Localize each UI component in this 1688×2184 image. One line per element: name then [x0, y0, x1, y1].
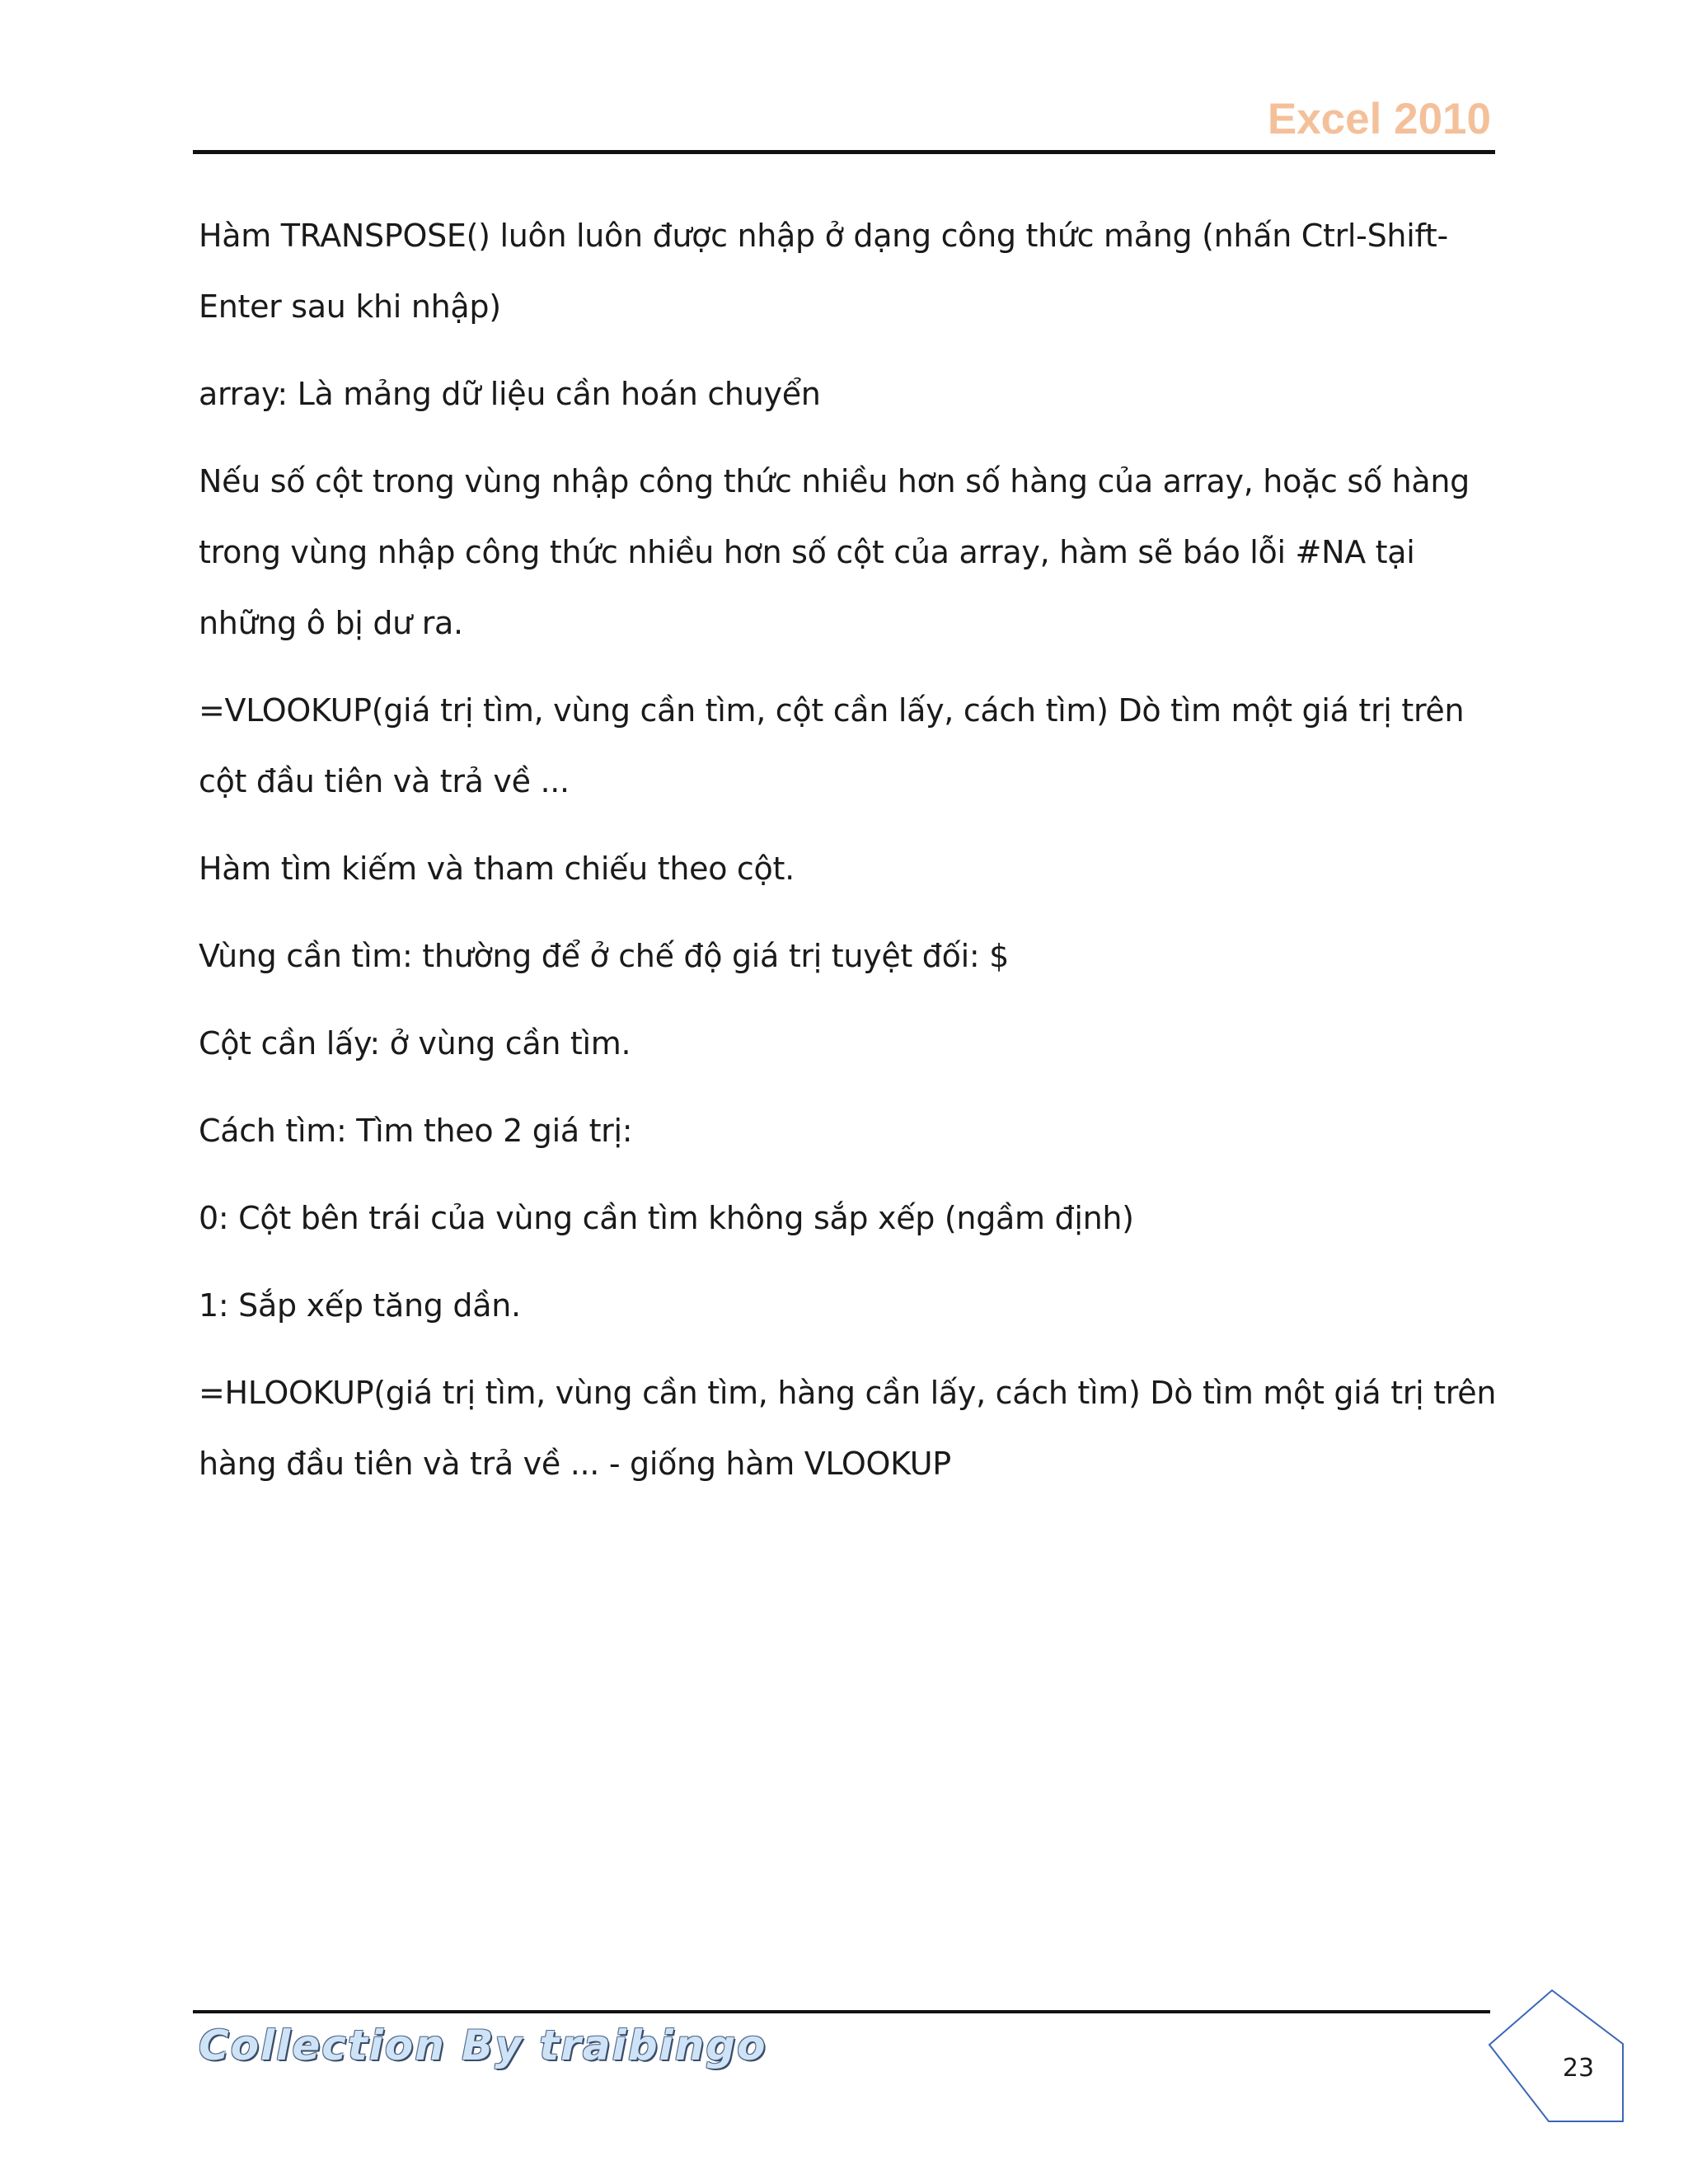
footer-collection-text: Collection By traibingo	[199, 2022, 767, 2069]
paragraph-column-index: Cột cần lấy: ở vùng cần tìm.	[199, 1025, 631, 1062]
page-number: 23	[1562, 2054, 1595, 2083]
paragraph-transpose: Hàm TRANSPOSE() luôn luôn được nhập ở dạng công thức mảng (nhấn Ctrl-Shift-Enter sau khi nhập)	[199, 218, 1448, 325]
paragraph-mode-0: 0: Cột bên trái của vùng cần tìm không sắp xếp (ngầm định)	[199, 1200, 1134, 1236]
paragraph-vlookup: =VLOOKUP(giá trị tìm, vùng cần tìm, cột cần lấy, cách tìm) Dò tìm một giá trị trên cột đầu tiên và trả về ...	[199, 692, 1465, 799]
header-rule	[193, 150, 1495, 154]
page-badge-shape	[1489, 1990, 1623, 2121]
paragraph-search-mode: Cách tìm: Tìm theo 2 giá trị:	[199, 1113, 633, 1149]
paragraph-array: array: Là mảng dữ liệu cần hoán chuyển	[199, 376, 821, 412]
paragraph-search-range: Vùng cần tìm: thường để ở chế độ giá trị tuyệt đối: $	[199, 938, 1009, 974]
paragraph-mode-1: 1: Sắp xếp tăng dần.	[199, 1287, 521, 1324]
paragraph-lookup-column: Hàm tìm kiếm và tham chiếu theo cột.	[199, 851, 795, 887]
paragraph-hlookup: =HLOOKUP(giá trị tìm, vùng cần tìm, hàng cần lấy, cách tìm) Dò tìm một giá trị trên hàng đầu tiên và trả về ... - giống hàm VLOOKUP	[199, 1375, 1497, 1482]
page-content	[199, 200, 1501, 1516]
paragraph-na-error: Nếu số cột trong vùng nhập công thức nhiều hơn số hàng của array, hoặc số hàng trong vùng nhập công thức nhiều hơn số cột của array, hàm sẽ báo lỗi #NA tại những ô bị dư ra.	[199, 463, 1470, 641]
header-title: Excel 2010	[1267, 95, 1491, 143]
footer-rule	[193, 2010, 1490, 2013]
